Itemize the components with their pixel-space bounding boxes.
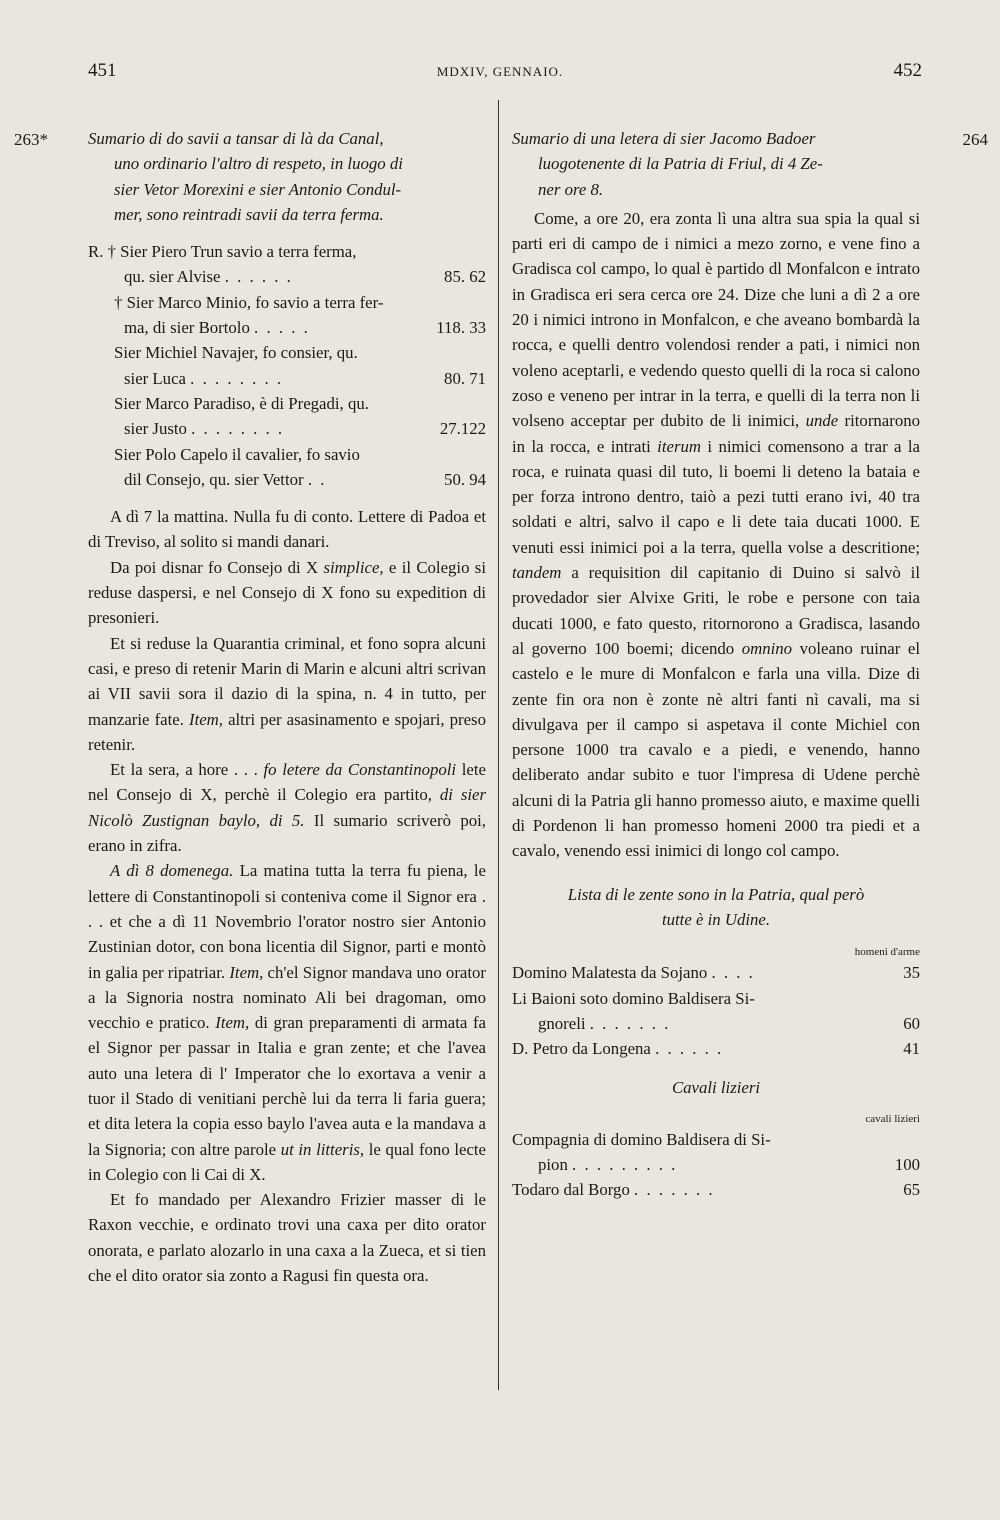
vote-count: 118. 33: [436, 318, 486, 338]
list-title: Lista di le zente sono in la Patria, qual però: [567, 884, 865, 904]
margin-number-right: 264: [962, 130, 988, 149]
right-column: [512, 126, 920, 1203]
vote-count: 80. 71: [444, 368, 486, 388]
page-number-right: 452: [893, 60, 922, 81]
list-item: D. Petro da Longena . . . . . . 41: [512, 1039, 920, 1059]
vote-entry: Sier Polo Capelo il cavalier, fo savio dil Consejo, qu. sier Vettor . . 50. 94: [88, 442, 486, 493]
column-head: cavali lizieri: [865, 1112, 920, 1125]
list-item: Compagnia di domino Baldisera di Si- pion . . . . . . . . . 100: [512, 1129, 920, 1174]
paragraph: A dì 8 domenega. La matina tutta la terra fu piena, le lettere di Constantinopoli si conteniva come il Signor era . . . et che a dì 11 Novembrio l'orator nostro sier Antonio Zustinian dotor, con bona licentia dil Signor, parti e montò in galia per ripatriar. Item, ch'el Signor mandava uno orator a la Signoria nostra nominato Ali bei dragoman, omo vecchio e pratico. Item, di gran preparamenti di armata fa el Signor per passar in Italia e gran zente; et che l'avea auto una letera di l' Imperator che lo exortava a venir a tuor il Stado di venitiani perchè lui da terra li faria guera; et dita letera la copia esso baylo l'avea auta e la mandava a la Signoria; con altre parole ut in litteris, le qual fono lecte in Colegio con li Cai di X.: [88, 861, 487, 1184]
paragraph: Da poi disnar fo Consejo di X simplice, e il Colegio si reduse daspersi, e nel Consejo di X fono su expedition di presonieri.: [88, 557, 487, 628]
right-heading: Sumario di una letera di sier Jacomo Badoer luogotenente di la Patria di Friul, di 4 Ze- ner ore 8.: [512, 129, 823, 199]
paragraph: Et si reduse la Quarantia criminal, et fono sopra alcuni casi, e preso di retenir Marin di Marin e alcuni altri scrivan ai VII savii sora il dazio di la spina, n. 4 in tutto, per manzarie fate. Item, altri per asasinamento e spojari, preso retenir.: [88, 633, 486, 754]
paragraph: Come, a ore 20, era zonta lì una altra sua spia la qual si parti eri di campo de i nimici a mezo zorno, e vene fino a Gradisca col campo, lo qual è partido dl Monfalcon e intrato in Gradisca eri sera cerca ore 24. Dize che luni a dì 2 a ore 20 i nimici introno in Monfalcon, e che aveano bombardà la rocca, e quelli dentro volendosi render a pati, i nimici non voleno aceptarli, e vedendo questo quelli di la roca si calono zoso e veneno per intrar in la terra, e quelli di la terra non li volseno acceptar per dubito de li inimici, unde ritornarono in la rocca, e intrati iterum i nimici comensono a trar a la roca, e ruinata quasi dil tuto, li boemi li deteno la bataia e per forza introno dentro, taiò a pezi tutti erano ivi, 40 tra soldati e altri, salvo il capo e li dete taia ducati 1000. E venuti essi inimici poi a la terra, quella volse a descritione; tandem a requisition dil capitanio di Duino si salvò il provedador sier Alvixe Griti, le robe e persone con taia ducati 1000, e fato questo, ritornorono a Gradisca, lasando al governo 100 boemi; dicendo omnino voleano ruinar el castelo e le mure di Monfalcon e farla una villa. Dize di zente fin ora non è zonte nè altri fanti nì cavali, ma si divulgava per il campo si aspetava il conte Michiel con persone 1000 tra cavalo e a piedi, e venendo, hanno deliberato andar subito e tuor l'impresa di Udene perchè alcuni di la Patria gli hanno promesso aiuto, e maxime quelli di Pordenon li han promesso homeni 2000 tra piedi et a cavalo, venendo essi inimici di longo col campo.: [512, 208, 921, 861]
list-item: Li Baioni soto domino Baldisera Si- gnoreli . . . . . . . 60: [512, 988, 920, 1033]
troop-list: [512, 960, 920, 1061]
page-header: [0, 60, 1000, 90]
margin-number-left: 263*: [14, 130, 48, 149]
left-column: [88, 126, 486, 1288]
paragraph: Et la sera, a hore . . . fo letere da Constantinopoli lete nel Consejo di X, perchè il Colegio era partito, di sier Nicolò Zustignan baylo, di 5. Il sumario scriverò poi, erano in zifra.: [88, 760, 487, 856]
column-divider: [498, 100, 499, 1390]
vote-entry: Sier Marco Paradiso, è di Pregadi, qu. sier Justo . . . . . . . . 27.122: [88, 391, 486, 442]
paragraph: Et fo mandado per Alexandro Frizier masser di le Raxon vecchie, e ordinato trovi una caxa per dito orator onorata, e parlato alozarlo in una caxa a la Zueca, et si tien che el dito orator sia zonto a Ragusi fin questa ora.: [88, 1190, 486, 1286]
vote-count: 85. 62: [444, 267, 486, 287]
cavalry-list: [512, 1127, 920, 1203]
vote-count: 50. 94: [444, 469, 486, 489]
vote-count: 27.122: [439, 419, 486, 439]
list-item: Domino Malatesta da Sojano . . . . 35: [512, 963, 920, 983]
left-heading: Sumario di do savii a tansar di là da Canal, uno ordinario l'altro di respeto, in luogo di sier Vetor Morexini e sier Antonio Condul- mer, sono reintradi savii da terra ferma.: [88, 129, 403, 224]
vote-entry: Sier Michiel Navajer, fo consier, qu. sier Luca . . . . . . . . 80. 71: [88, 340, 486, 391]
vote-entry: † Sier Marco Minio, fo savio a terra fer- ma, di sier Bortolo . . . . . 118. 33: [88, 290, 486, 341]
list-title-cont: tutte è in Udine.: [661, 909, 771, 929]
vote-entry: R. † Sier Piero Trun savio a terra ferma, qu. sier Alvise . . . . . . 85. 62: [88, 239, 486, 290]
list-item: Todaro dal Borgo . . . . . . . 65: [512, 1180, 920, 1200]
column-head: homeni d'arme: [854, 946, 920, 959]
running-title: MDXIV, GENNAIO.: [436, 64, 564, 79]
paragraph: A dì 7 la mattina. Nulla fu di conto. Lettere di Padoa et di Treviso, al solito si mandi danari.: [88, 507, 486, 552]
section-title: Cavali lizieri: [671, 1078, 761, 1098]
page-number-left: 451: [88, 60, 117, 81]
vote-list: [88, 239, 486, 492]
